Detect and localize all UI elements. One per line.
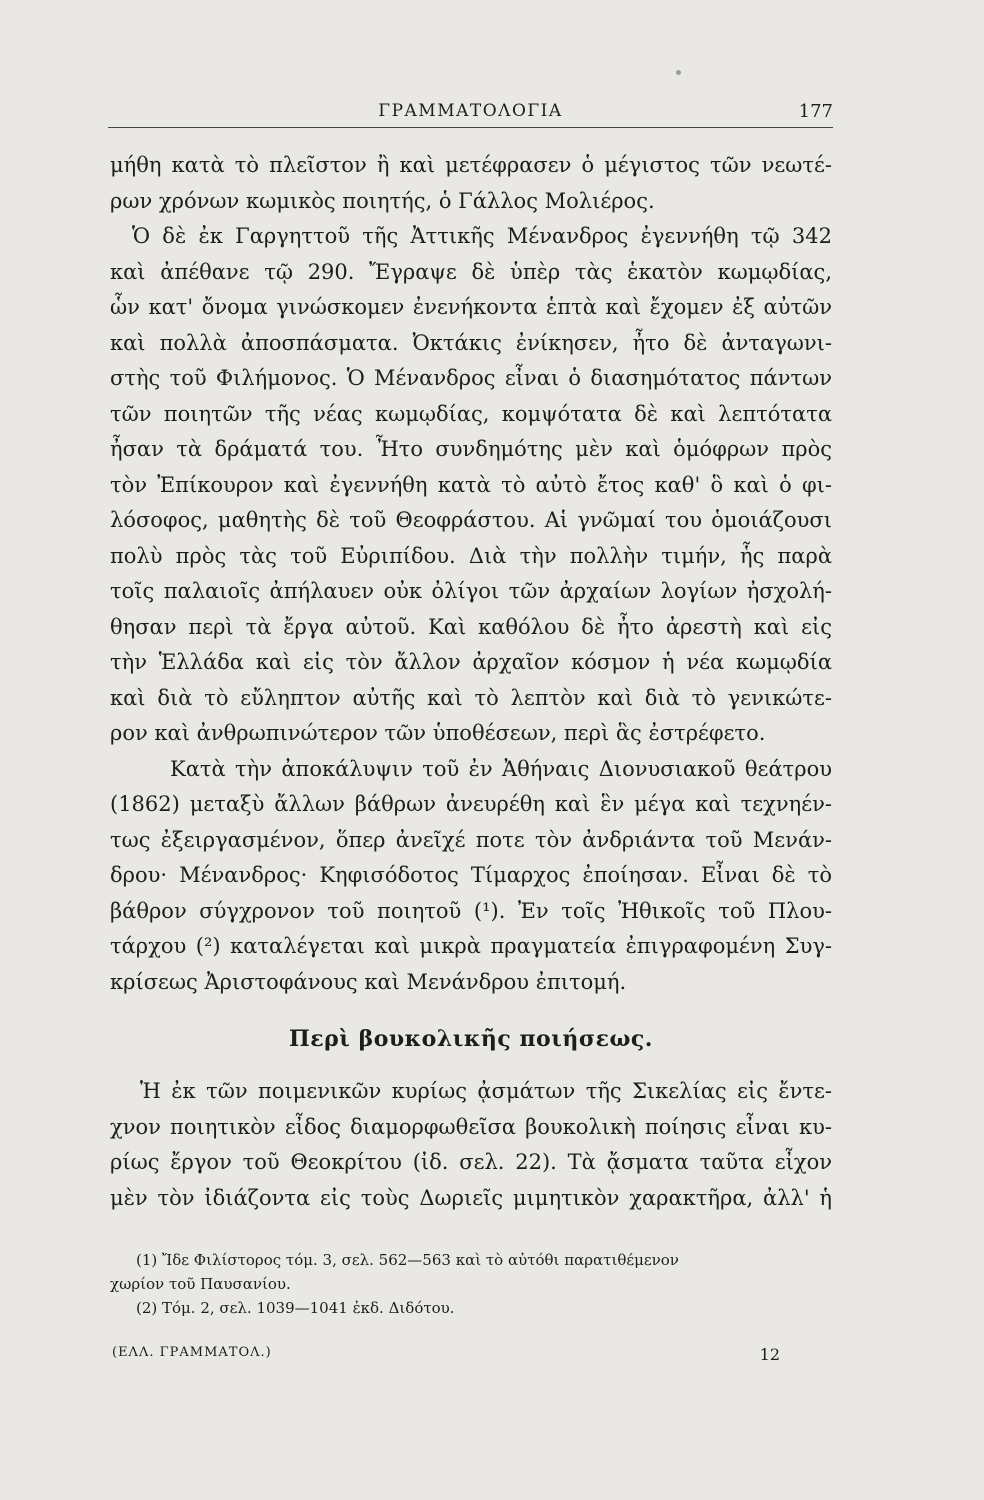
section-heading: Περὶ βουκολικῆς ποιήσεως. (289, 1026, 653, 1052)
running-title: ΓΡΑΜΜΑΤΟΛΟΓΙΑ (378, 101, 563, 121)
text-line: μήθη κατὰ τὸ πλεῖστον ἢ καὶ μετέφρασεν ὁ μέγιστος τῶν νεωτέ- (110, 153, 832, 177)
text-line: τῶν ποιητῶν τῆς νέας κωμῳδίας, κομψότατα δὲ καὶ λεπτότατα (110, 401, 832, 426)
text-line: χνον ποιητικὸν εἶδος διαμορφωθεῖσα βουκολικὴ ποίησις εἶναι κυ- (110, 1114, 832, 1139)
footnotes (110, 1248, 832, 1320)
text-line: ρίως ἔργον τοῦ Θεοκρίτου (ἰδ. σελ. 22). Τὰ ᾄσματα ταῦτα εἶχον (110, 1150, 832, 1174)
text-line: (1862) μεταξὺ ἄλλων βάθρων ἀνευρέθη καὶ ἓν μέγα καὶ τεχνηέν- (110, 792, 832, 816)
text-line: ρων χρόνων κωμικὸς ποιητής, ὁ Γάλλος Μολιέρος. (110, 188, 655, 213)
signature-number: 12 (759, 1345, 780, 1364)
text-line: καὶ πολλὰ ἀποσπάσματα. Ὀκτάκις ἐνίκησεν, ἦτο δὲ ἀνταγωνι- (110, 330, 832, 355)
page-header (108, 97, 833, 127)
text-line: τοῖς παλαιοῖς ἀπήλαυεν οὐκ ὀλίγοι τῶν ἀρχαίων λογίων ἠσχολή- (110, 579, 832, 603)
text-line: βάθρον σύγχρονον τοῦ ποιητοῦ (¹). Ἐν τοῖς Ἠθικοῖς τοῦ Πλου- (110, 898, 832, 923)
text-line: Ὁ δὲ ἐκ Γαργηττοῦ τῆς Ἀττικῆς Μένανδρος ἐγεννήθη τῷ 342 (132, 224, 832, 248)
footnote-1-continuation: χωρίον τοῦ Παυσανίου. (110, 1275, 291, 1293)
page-number: 177 (798, 101, 833, 122)
text-line: τάρχου (²) καταλέγεται καὶ μικρὰ πραγματεία ἐπιγραφομένη Συγ- (110, 934, 832, 958)
text-line: θησαν περὶ τὰ ἔργα αὐτοῦ. Καὶ καθόλου δὲ ἦτο ἀρεστὴ καὶ εἰς (110, 614, 832, 639)
text-line: στὴς τοῦ Φιλήμονος. Ὁ Μένανδρος εἶναι ὁ διασημότατος πάντων (110, 366, 832, 390)
text-line: Ἡ ἐκ τῶν ποιμενικῶν κυρίως ᾀσμάτων τῆς Σικελίας εἰς ἔντε- (140, 1079, 832, 1103)
text-line: λόσοφος, μαθητὴς δὲ τοῦ Θεοφράστου. Αἱ γνῶμαί του ὁμοιάζουσι (110, 508, 832, 532)
footnote-2: (2) Τόμ. 2, σελ. 1039—1041 ἐκδ. Διδότου. (136, 1299, 455, 1317)
section-text (110, 1074, 832, 1216)
text-line: μὲν τὸν ἰδιάζοντα εἰς τοὺς Δωριεῖς μιμητικὸν χαρακτῆρα, ἀλλ' ἡ (110, 1185, 832, 1210)
page-footer (112, 1345, 780, 1369)
footnote-1: (1) Ἴδε Φιλίστορος τόμ. 3, σελ. 562—563 καὶ τὸ αὐτόθι παρατιθέμενον (136, 1251, 679, 1269)
text-line: κρίσεως Ἀριστοφάνους καὶ Μενάνδρου ἐπιτομή. (110, 969, 627, 994)
text-line: ὧν κατ' ὄνομα γινώσκομεν ἐνενήκοντα ἑπτὰ καὶ ἔχομεν ἐξ αὐτῶν (110, 295, 832, 319)
text-line: καὶ διὰ τὸ εὔληπτον αὐτῆς καὶ τὸ λεπτὸν καὶ διὰ τὸ γενικώτε- (110, 685, 832, 710)
text-line: πολὺ πρὸς τὰς τοῦ Εὐριπίδου. Διὰ τὴν πολλὴν τιμήν, ἧς παρὰ (110, 543, 832, 568)
text-line: ἦσαν τὰ δράματά του. Ἦτο συνδημότης μὲν καὶ ὁμόφρων πρὸς (110, 437, 832, 461)
text-line: τὴν Ἑλλάδα καὶ εἰς τὸν ἄλλον ἀρχαῖον κόσμον ἡ νέα κωμῳδία (110, 650, 832, 674)
text-line: ρον καὶ ἀνθρωπινώτερον τῶν ὑποθέσεων, περὶ ἃς ἐστρέφετο. (110, 721, 766, 745)
text-line: καὶ ἀπέθανε τῷ 290. Ἔγραψε δὲ ὑπὲρ τὰς ἑκατὸν κωμῳδίας, (110, 259, 832, 284)
text-line: Κατὰ τὴν ἀποκάλυψιν τοῦ ἐν Ἀθήναις Διονυσιακοῦ θεάτρου (170, 756, 832, 781)
main-text (110, 148, 832, 1000)
text-line: τως ἐξειργασμένον, ὅπερ ἀνεῖχέ ποτε τὸν ἀνδριάντα τοῦ Μενάν- (110, 827, 832, 852)
printer-signature: (ΕΛΛ. ΓΡΑΜΜΑΤΟΛ.) (112, 1345, 272, 1360)
text-line: τὸν Ἐπίκουρον καὶ ἐγεννήθη κατὰ τὸ αὐτὸ ἔτος καθ' ὃ καὶ ὁ φι- (110, 472, 832, 497)
text-line: δρου· Μένανδρος· Κηφισόδοτος Τίμαρχος ἐποίησαν. Εἶναι δὲ τὸ (110, 863, 832, 887)
header-rule (108, 127, 833, 128)
ink-speck (676, 70, 681, 75)
